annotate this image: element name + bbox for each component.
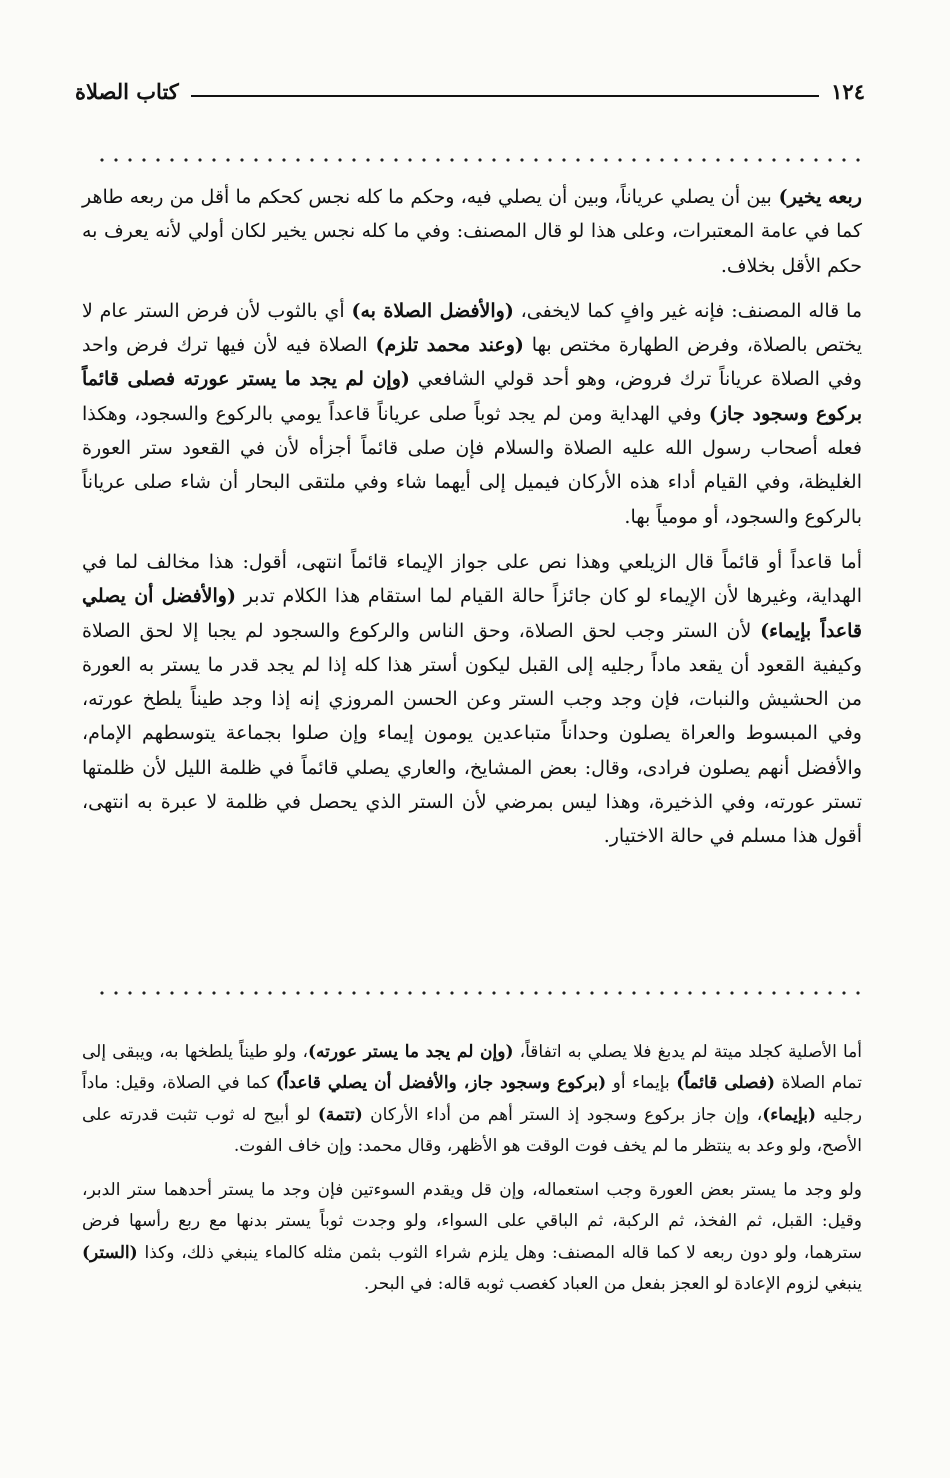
- bold-phrase: (تتمة): [317, 1104, 363, 1125]
- text-run: لو أبيح له ثوب تثبت قدرته على الأصح، ولو وعد به ينتظر ما لم يخف فوت الوقت هو الأظهر، وقال محمد: وإن خاف الفوت.: [76, 1104, 862, 1156]
- footnote-paragraph: [76, 1037, 862, 1162]
- bold-phrase: (والأفضل أن يصلي قاعداً بإيماء): [75, 585, 862, 642]
- dotted-separator-footnotes: [95, 990, 860, 996]
- text-run: ، وإن جاز بركوع وسجود إذ الستر أهم من أداء الأركان: [362, 1104, 763, 1125]
- bold-phrase: (وإن لم يجد ما يستر عورته فصلى قائماً بركوع وسجود جاز): [75, 368, 862, 425]
- text-run: الصلاة فيه لأن فيها ترك فرض واحد وفي الصلاة عرياناً ترك فروض، وهو أحد قولي الشافعي: [75, 334, 862, 391]
- bold-phrase: (فصلى قائماً): [676, 1073, 776, 1094]
- bold-phrase: (وإن لم يجد ما يستر عورته): [307, 1042, 514, 1062]
- bold-phrase: (وعند محمد تلزم): [375, 334, 524, 357]
- header-rule: [191, 95, 819, 97]
- bold-phrase: (والأفضل الصلاة به): [351, 299, 514, 322]
- text-run: ما قاله المصنف: فإنه غير وافٍ كما لايخفى،: [513, 299, 862, 322]
- page-header: [75, 76, 865, 106]
- main-text: [75, 180, 863, 865]
- main-paragraph: [75, 545, 863, 854]
- bold-phrase: ربعه يخير): [771, 186, 862, 208]
- footnote-text: [76, 1037, 862, 1313]
- bold-phrase: (بركوع وسجود جاز، والأفضل أن يصلي قاعداً): [275, 1073, 607, 1094]
- main-paragraph: [75, 294, 862, 534]
- text-run: لأن الستر وجب لحق الصلاة، وحق الناس والركوع والسجود لم يجبا إلا لحق الصلاة وكيفية القعود أن يقعد ماداً رجليه إلى القبل ليكون أستر هذا كله إذا لم يجد قدر ما يستر به العورة من الحشيش والنبات، فإن وجد وجب الستر وعن الحسن المروزي إنه إذا وجد طيناً يلطخ عورته، وفي المبسوط والعراة يصلون وحداناً متباعدين يومون إيماء وإن صلوا بجماعة يتوسطهم الإمام، والأفضل أنهم يصلون فرادى، وقال: بعض المشايخ، والعاري يصلي قائماً في ظلمة الليل لأن ظلمتها تستر عورته، وفي الذخيرة، وهذا ليس بمرضي لأن الستر الذي يحصل في ظلمة لا عبرة به انتهى، أقول هذا مسلم في حالة الاختيار.: [75, 619, 863, 848]
- text-run: ، ولو طيناً يلطخها به، ويبقى إلى تمام الصلاة: [76, 1042, 862, 1094]
- running-title: كتاب الصلاة: [75, 79, 179, 104]
- text-run: ينبغي لزوم الإعادة لو العجز بفعل من العباد كغصب ثوبه قاله: في البحر.: [76, 1242, 862, 1295]
- text-run: ولو وجد ما يستر بعض العورة وجب استعماله، وإن قل ويقدم السوءتين فإن وجد ما يستر أحدهما ستر الدبر، وقيل: القبل، ثم الفخذ، ثم الركبة، ثم الباقي على السواء، ولو وجدت ثوباً يستر بدنها مع ربع رأسها فرض سترهما، ولو دون ربعه لا كما قاله المصنف: وهل يلزم شراء الثوب بثمن مثله كالماء ينبغي ذلك، وكذا: [76, 1180, 862, 1263]
- text-run: أما قاعداً أو قائماً قال الزيلعي وهذا نص على جواز الإيماء قائماً انتهى، أقول: هذا مخالف لما في الهداية، وغيرها لأن الإيماء لو كان جائزاً حالة القيام لما استقام هذا الكلام تدبر: [75, 550, 862, 608]
- text-run: وفي الهداية ومن لم يجد ثوباً صلى عرياناً قاعداً يومي بالركوع والسجود، وهكذا فعله أصحاب رسول الله عليه الصلاة والسلام فإن صلى قائماً أجزأه لأن في القعود ستر العورة الغليظة، وفي القيام أداء هذه الأركان فيميل إلى أيهما شاء وفي ملتقى البحار أن شاء صلى عرياناً بالركوع والسجود، أو مومياً بها.: [75, 402, 862, 528]
- text-run: أما الأصلية كجلد ميتة لم يدبغ فلا يصلي به اتفاقاً،: [513, 1042, 862, 1062]
- text-run: أي بالثوب لأن فرض الستر عام لا يختص بالصلاة، وفرض الطهارة مختص بها: [75, 299, 862, 357]
- text-run: كما في الصلاة، وقيل: ماداً رجليه: [76, 1073, 862, 1125]
- text-run: بين أن يصلي عرياناً، وبين أن يصلي فيه، وحكم ما كله نجس كحكم ما أقل من ربعه طاهر كما في عامة المعتبرات، وعلى هذا لو قال المصنف: وفي ما كله نجس يخير لكان أولي لأنه يعرف به حكم الأقل بخلاف.: [75, 186, 863, 277]
- bold-phrase: (الستر): [82, 1242, 138, 1263]
- text-run: بإيماء أو: [606, 1073, 677, 1094]
- bold-phrase: (بإيماء): [762, 1104, 816, 1125]
- footnote-paragraph: [76, 1175, 862, 1300]
- main-paragraph: [75, 180, 863, 283]
- dotted-separator-top: [95, 157, 860, 163]
- page-number: ١٢٤: [831, 79, 865, 104]
